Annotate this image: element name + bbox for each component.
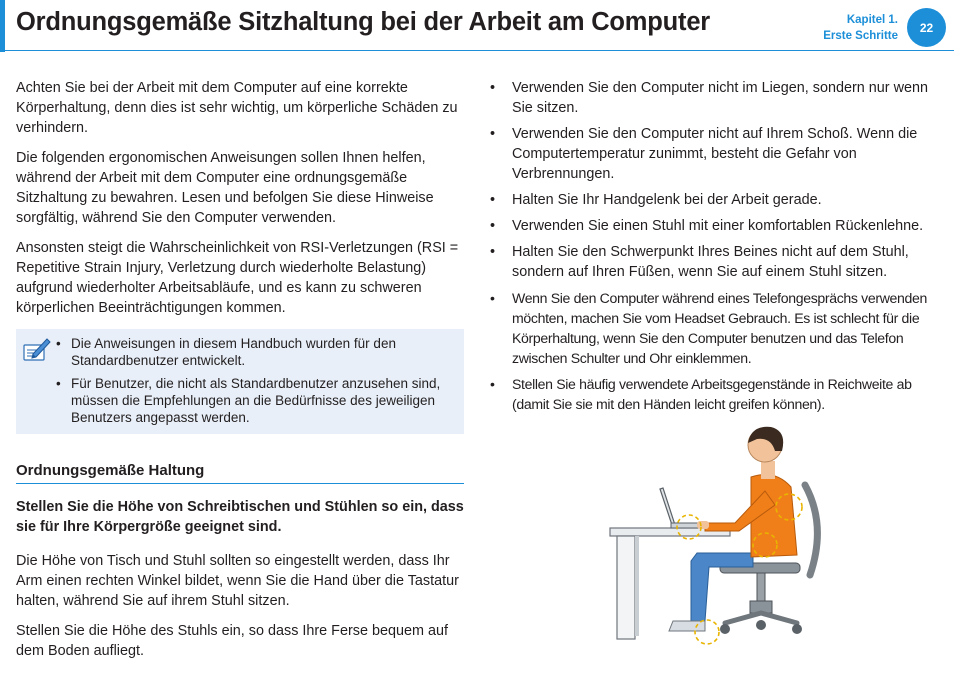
note-item bbox=[56, 335, 456, 369]
tips-list bbox=[490, 78, 942, 414]
section-paragraph-1: Die Höhe von Tisch und Stuhl sollten so eingestellt werden, dass Ihr Arm einen rechten Winkel bildet, wenn Sie die Hand über die Tastatur halten, während Sie auf ihrem Stuhl sitzen. bbox=[16, 553, 459, 609]
page-number-badge: 22 bbox=[907, 8, 946, 47]
chapter-label[interactable] bbox=[823, 12, 898, 44]
intro-paragraph-2: Die folgenden ergonomischen Anweisungen sollen Ihnen helfen, während der Arbeit mit dem Computer eine ordnungsgemäße Sitzhaltung zu bewahren. Lesen und befolgen Sie diese Hinweise sorgfältig, während Sie den Computer verwenden. bbox=[16, 150, 434, 226]
section-body bbox=[16, 551, 466, 671]
intro-section bbox=[16, 78, 466, 328]
tip-bullet: • bbox=[490, 290, 495, 306]
tip-bullet: • bbox=[490, 80, 496, 96]
tip-bullet: • bbox=[490, 376, 495, 392]
tip-item bbox=[490, 216, 942, 236]
tip-item bbox=[490, 78, 942, 118]
tip-item bbox=[490, 288, 942, 368]
posture-illustration bbox=[605, 425, 840, 645]
page-title: Ordnungsgemäße Sitzhaltung bei der Arbeit am Computer bbox=[16, 8, 711, 36]
note-item-text: Für Benutzer, die nicht als Standardbenutzer anzusehen sind, müssen die Empfehlungen an die Bedürfnisse des jeweiligen Benutzers angepasst werden. bbox=[71, 376, 441, 425]
note-item-text: Die Anweisungen in diesem Handbuch wurden für den Standardbenutzer entwickelt. bbox=[71, 336, 396, 368]
chapter-number: Kapitel 1. bbox=[846, 14, 898, 26]
tip-text: Halten Sie den Schwerpunkt Ihres Beines nicht auf dem Stuhl, sondern auf Ihren Füßen, wenn Sie auf einem Stuhl sitzen. bbox=[512, 244, 909, 280]
tip-text: Verwenden Sie einen Stuhl mit einer komfortablen Rückenlehne. bbox=[512, 218, 924, 234]
tip-item bbox=[490, 124, 942, 184]
tip-item bbox=[490, 242, 942, 282]
section-heading: Ordnungsgemäße Haltung bbox=[16, 462, 464, 484]
tips-section bbox=[490, 78, 942, 420]
tip-text: Verwenden Sie den Computer nicht auf Ihrem Schoß. Wenn die Computertemperatur zunimmt, besteht die Gefahr von Verbrennungen. bbox=[512, 126, 918, 182]
intro-paragraph-3: Ansonsten steigt die Wahrscheinlichkeit von RSI-Verletzungen (RSI = Repetitive Strain Injury, Verletzung durch wiederholte Belastung) aufgrund wiederholter Arbeitsabläufe, und es kann zu schweren körperlichen Beeinträchtigungen kommen. bbox=[16, 240, 459, 316]
note-pencil-icon bbox=[22, 335, 52, 363]
desk bbox=[610, 528, 730, 639]
tip-bullet: • bbox=[490, 192, 496, 208]
tip-text: Verwenden Sie den Computer nicht im Liegen, sondern nur wenn Sie sitzen. bbox=[512, 80, 928, 116]
section-lead: Stellen Sie die Höhe von Schreibtischen und Stühlen so ein, dass sie für Ihre Körpergröße geeignet sind. bbox=[16, 499, 464, 535]
note-item bbox=[56, 375, 456, 426]
note-bullet: • bbox=[56, 376, 61, 391]
tip-text: Stellen Sie häufig verwendete Arbeitsgegenstände in Reichweite ab (damit Sie sie mit den Händen leicht greifen können). bbox=[512, 376, 912, 412]
note-box bbox=[16, 329, 464, 434]
note-bullet: • bbox=[56, 336, 61, 351]
tip-bullet: • bbox=[490, 126, 496, 142]
tip-bullet: • bbox=[490, 244, 496, 260]
tip-text: Wenn Sie den Computer während eines Telefongesprächs verwenden möchten, machen Sie vom Headset Gebrauch. Es ist schlecht für die Körperhaltung, wenn Sie den Computer benutzen und das Telefon zwischen Schulter und Ohr einklemmen. bbox=[512, 290, 927, 366]
note-list bbox=[56, 335, 456, 432]
tip-item bbox=[490, 374, 942, 414]
intro-paragraph-1: Achten Sie bei der Arbeit mit dem Computer auf eine korrekte Körperhaltung, denn dies ist sehr wichtig, um körperliche Schäden zu verhindern. bbox=[16, 80, 458, 136]
tip-item bbox=[490, 190, 942, 210]
chapter-name: Erste Schritte bbox=[823, 30, 898, 42]
section-paragraph-2: Stellen Sie die Höhe des Stuhls ein, so dass Ihre Ferse bequem auf dem Boden aufliegt. bbox=[16, 623, 448, 659]
tip-bullet: • bbox=[490, 218, 496, 234]
header-accent-bar bbox=[0, 0, 5, 52]
header-divider bbox=[5, 50, 954, 51]
tip-text: Halten Sie Ihr Handgelenk bei der Arbeit gerade. bbox=[512, 192, 822, 208]
